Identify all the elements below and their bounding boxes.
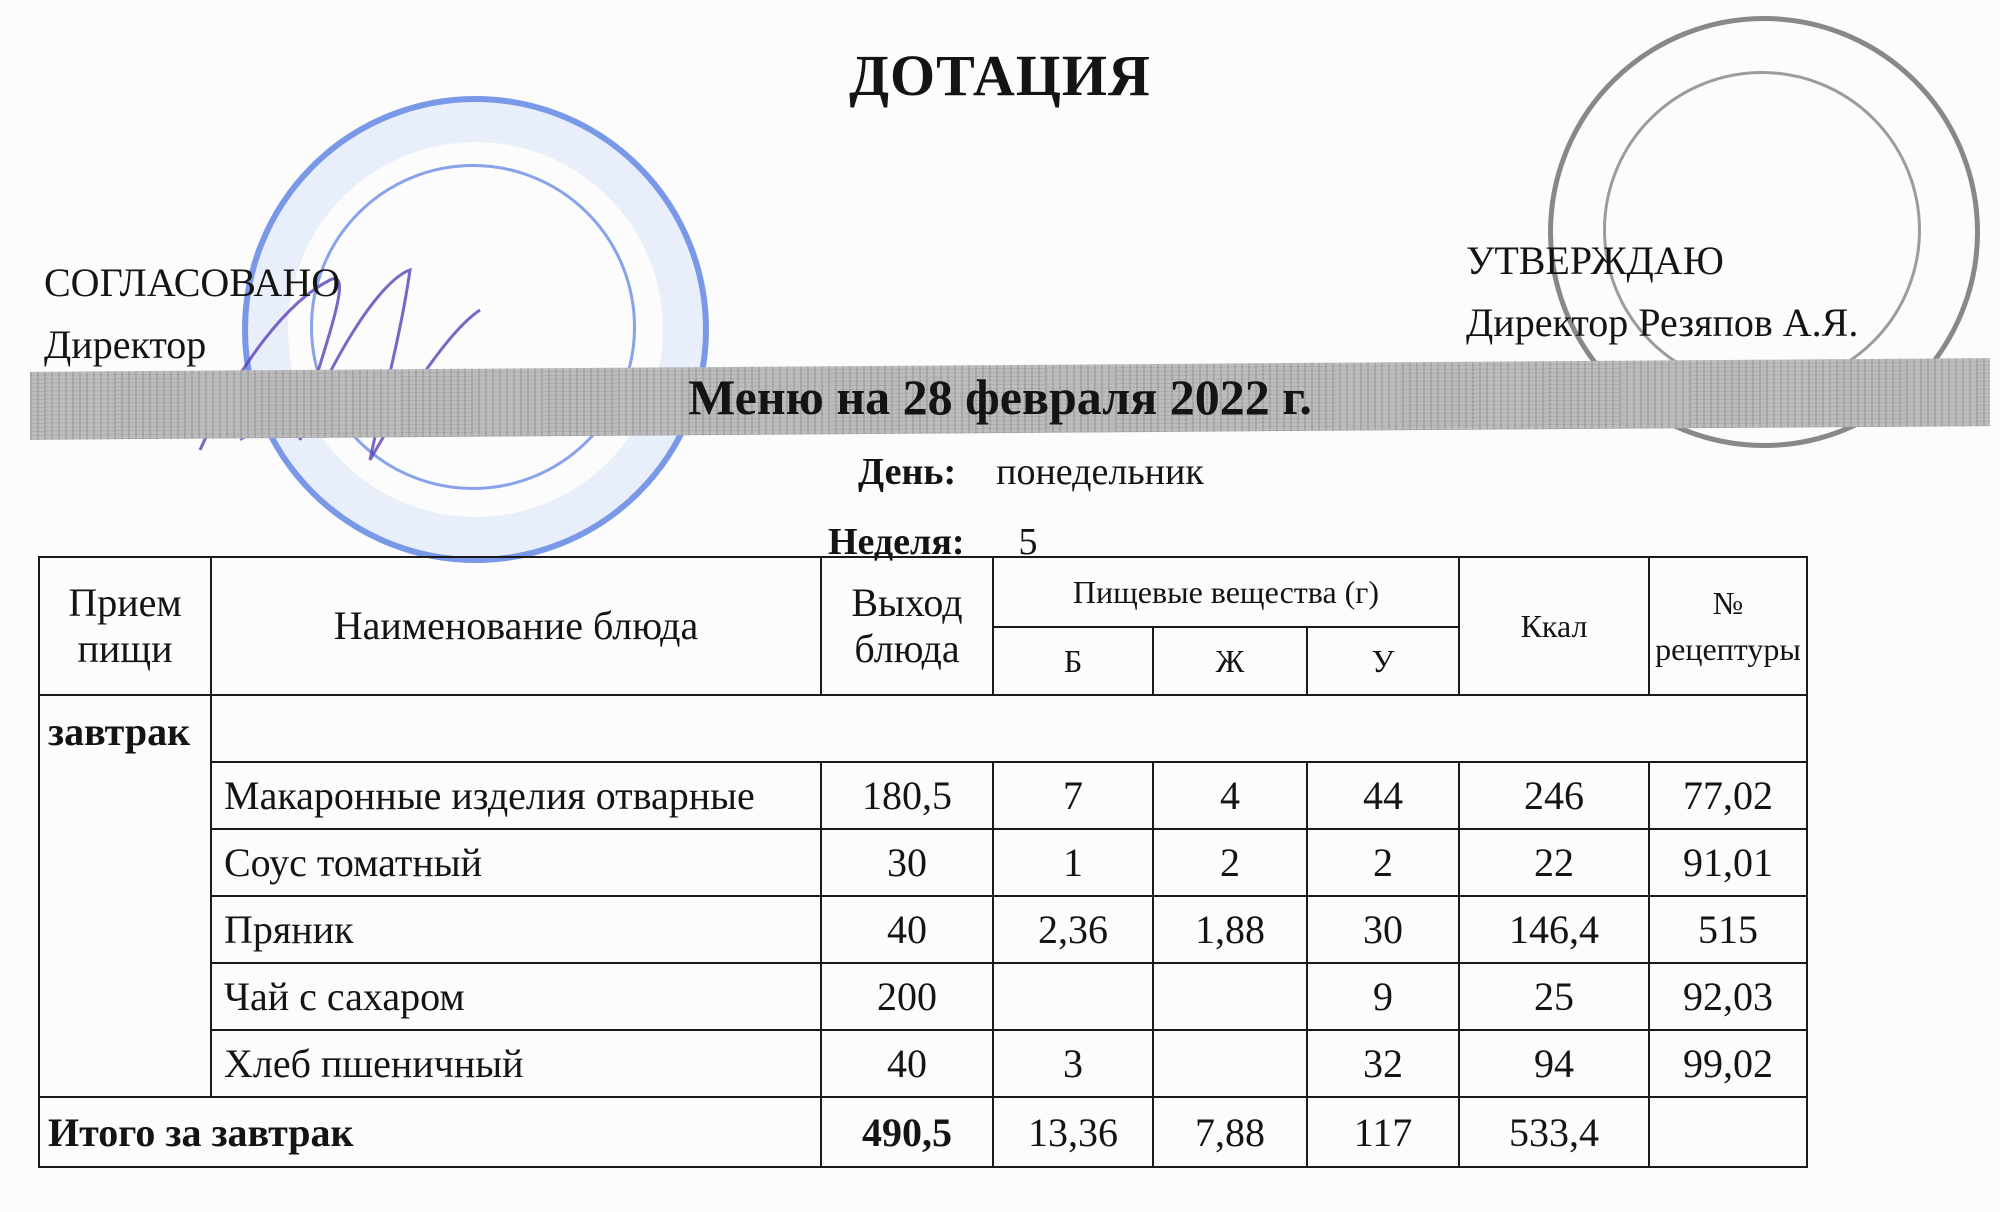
table-row [39, 896, 1807, 963]
table-row [39, 829, 1807, 896]
total-kcal: 533,4 [1459, 1097, 1649, 1167]
dish-name: Чай с сахаром [211, 963, 821, 1030]
dish-recipe: 77,02 [1649, 762, 1807, 829]
dish-name: Макаронные изделия отварные [211, 762, 821, 829]
dish-zh: 2 [1153, 829, 1307, 896]
dish-u: 32 [1307, 1030, 1459, 1097]
col-yield-header: Выход блюда [821, 557, 993, 695]
col-b-header: Б [993, 627, 1153, 695]
day-value: понедельник [996, 451, 1204, 493]
section-row [39, 695, 1807, 762]
col-nutrients-header: Пищевые вещества (г) [993, 557, 1459, 627]
col-meal-header: Прием пищи [39, 557, 211, 695]
dish-b: 3 [993, 1030, 1153, 1097]
document-title: ДОТАЦИЯ [849, 43, 1151, 108]
dish-kcal: 22 [1459, 829, 1649, 896]
dish-yield: 200 [821, 963, 993, 1030]
dish-name: Хлеб пшеничный [211, 1030, 821, 1097]
dish-kcal: 146,4 [1459, 896, 1649, 963]
total-yield: 490,5 [821, 1097, 993, 1167]
dish-b: 7 [993, 762, 1153, 829]
dish-b: 2,36 [993, 896, 1153, 963]
dish-zh [1153, 1030, 1307, 1097]
dish-recipe: 515 [1649, 896, 1807, 963]
menu-table [38, 556, 1808, 1168]
total-recipe [1649, 1097, 1807, 1167]
dish-name: Соус томатный [211, 829, 821, 896]
menu-title: Меню на 28 февраля 2022 г. [688, 369, 1312, 425]
dish-u: 2 [1307, 829, 1459, 896]
table-row [39, 762, 1807, 829]
dish-yield: 180,5 [821, 762, 993, 829]
total-u: 117 [1307, 1097, 1459, 1167]
dish-u: 44 [1307, 762, 1459, 829]
table-row [39, 963, 1807, 1030]
col-kcal-header: Ккал [1459, 557, 1649, 695]
dish-u: 9 [1307, 963, 1459, 1030]
dish-kcal: 25 [1459, 963, 1649, 1030]
section-spacer [211, 695, 1807, 762]
col-dish-header: Наименование блюда [211, 557, 821, 695]
dish-recipe: 92,03 [1649, 963, 1807, 1030]
day-line [858, 450, 1204, 494]
col-zh-header: Ж [1153, 627, 1307, 695]
approval-right-heading: УТВЕРЖДАЮ [1466, 238, 1724, 283]
approval-left-heading: СОГЛАСОВАНО [44, 260, 341, 305]
dish-zh: 1,88 [1153, 896, 1307, 963]
dish-recipe: 99,02 [1649, 1030, 1807, 1097]
meal-cell: завтрак [39, 695, 211, 1097]
approval-left [44, 252, 340, 376]
approval-right [1466, 230, 1858, 354]
dish-yield: 40 [821, 1030, 993, 1097]
total-label: Итого за завтрак [39, 1097, 821, 1167]
dish-kcal: 94 [1459, 1030, 1649, 1097]
dish-name: Пряник [211, 896, 821, 963]
col-recipe-header: № рецептуры [1649, 557, 1807, 695]
dish-zh [1153, 963, 1307, 1030]
dish-b: 1 [993, 829, 1153, 896]
dish-kcal: 246 [1459, 762, 1649, 829]
approval-right-position: Директор Резяпов А.Я. [1466, 300, 1859, 345]
table-row [39, 1030, 1807, 1097]
dish-b [993, 963, 1153, 1030]
dish-yield: 30 [821, 829, 993, 896]
day-label: День: [858, 451, 957, 493]
total-zh: 7,88 [1153, 1097, 1307, 1167]
approval-left-position: Директор [44, 322, 207, 367]
week-label: Неделя: [828, 521, 965, 563]
dish-u: 30 [1307, 896, 1459, 963]
total-b: 13,36 [993, 1097, 1153, 1167]
dish-zh: 4 [1153, 762, 1307, 829]
header-row-1 [39, 557, 1807, 627]
col-u-header: У [1307, 627, 1459, 695]
total-row [39, 1097, 1807, 1167]
dish-yield: 40 [821, 896, 993, 963]
dish-recipe: 91,01 [1649, 829, 1807, 896]
week-value: 5 [1018, 521, 1038, 563]
